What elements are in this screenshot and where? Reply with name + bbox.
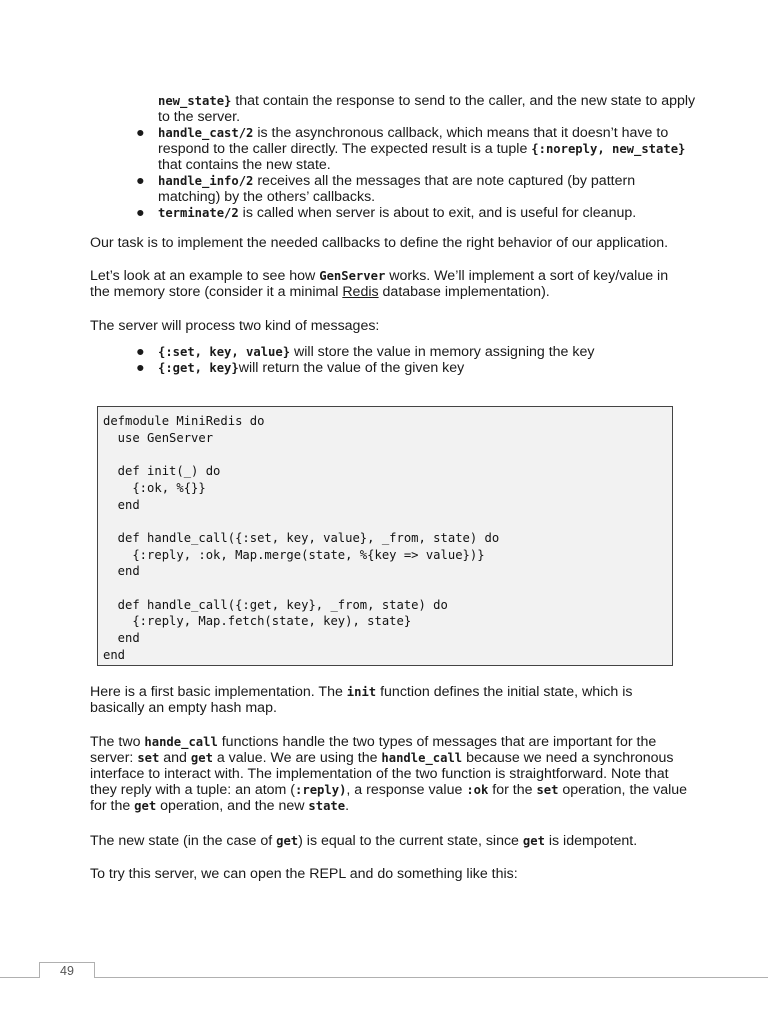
text: operation, and the new (156, 798, 309, 814)
text: because we need a synchronous interface to interact with. The implementation of the two function is straightforward. Note that they reply with a tuple: an atom ( (90, 750, 674, 798)
inline-code: terminate/2 (158, 206, 239, 220)
footer-divider (0, 977, 768, 978)
list-item-text: is called when server is about to exit, and is useful for cleanup. (238, 205, 637, 221)
paragraph-example (90, 268, 690, 300)
inline-code: init (346, 685, 377, 699)
inline-code: handle_cast/2 (158, 126, 254, 140)
inline-code: handle_info/2 (158, 174, 254, 188)
bullet-icon: ● (136, 360, 145, 376)
inline-code: handle_call (381, 751, 463, 765)
inline-code: get (190, 751, 213, 765)
list-item-text: is the asynchronous callback, which means that it doesn’t have to respond to the caller directly. The expected result is a tuple (158, 125, 669, 157)
text: Let’s look at an example to see how (90, 268, 320, 284)
inline-code: set (536, 783, 559, 797)
text: a value. We are using the (212, 750, 382, 766)
inline-code: new_state} (158, 94, 232, 108)
list-item (136, 173, 696, 205)
inline-code: get (276, 834, 299, 848)
text: ) is equal to the current state, since (298, 833, 523, 849)
inline-code: get (134, 799, 157, 813)
inline-code: {:set, key, value} (158, 345, 291, 359)
paragraph-state (90, 833, 690, 849)
callbacks-list (136, 93, 696, 221)
list-item-text: that contain the response to send to the caller, and the new state to apply to the server. (158, 93, 696, 125)
list-item (136, 360, 696, 376)
text: is idempotent. (544, 833, 638, 849)
list-item (136, 93, 696, 125)
inline-code: get (522, 834, 545, 848)
bullet-icon: ● (136, 173, 145, 189)
inline-code: hande_call (144, 735, 218, 749)
list-item-text: that contains the new state. (158, 157, 331, 173)
code-block (97, 406, 673, 666)
list-item-text: will return the value of the given key (238, 360, 465, 376)
text: and (159, 750, 191, 766)
bullet-icon: ● (136, 125, 145, 141)
list-item (136, 205, 696, 221)
text: for the (488, 782, 537, 798)
text: functions handle the two types of messages that are important for the server: (90, 734, 657, 766)
text: , a response value (346, 782, 467, 798)
inline-code: state (308, 799, 346, 813)
list-item-text: receives all the messages that are note captured (by pattern matching) by the others’ callbacks. (158, 173, 636, 205)
paragraph-handlers (90, 734, 690, 814)
inline-code: :reply) (295, 783, 347, 797)
paragraph-task: Our task is to implement the needed callbacks to define the right behavior of our application. (90, 235, 669, 251)
page-number: 49 (39, 962, 95, 978)
text: . (345, 798, 350, 814)
text: works. We’ll implement a sort of key/value in the memory store (consider it a minimal (90, 268, 669, 300)
code-text: defmodule MiniRedis do use GenServer def init(_) do {:ok, %{}} end def handle_call({:set, key, value}, _from, state) do {:reply, :ok, Map.merge(state, %{key => value})} end def handle_call({:get, key}, _from, state) do {:reply, Map.fetch(state, key), state} end end (103, 414, 500, 662)
list-item (136, 344, 696, 360)
paragraph-implementation (90, 684, 690, 716)
bullet-icon: ● (136, 344, 145, 360)
paragraph-try: To try this server, we can open the REPL and do something like this: (90, 866, 518, 882)
text: database implementation). (378, 284, 550, 300)
text: The two (90, 734, 145, 750)
text: Here is a first basic implementation. The (90, 684, 347, 700)
bullet-icon: ● (136, 205, 145, 221)
inline-code: set (137, 751, 160, 765)
text: operation, the value for the (90, 782, 688, 814)
messages-list (136, 344, 696, 376)
list-item (136, 125, 696, 173)
text: The new state (in the case of (90, 833, 277, 849)
inline-code: {:noreply, new_state} (531, 142, 686, 156)
inline-code: GenServer (319, 269, 386, 283)
inline-code: {:get, key} (158, 361, 239, 375)
list-item-text: will store the value in memory assigning the key (290, 344, 595, 360)
redis-link[interactable]: Redis (342, 284, 379, 300)
text: function defines the initial state, which is basically an empty hash map. (90, 684, 633, 716)
inline-code: :ok (466, 783, 489, 797)
paragraph-messages: The server will process two kind of messages: (90, 318, 380, 334)
